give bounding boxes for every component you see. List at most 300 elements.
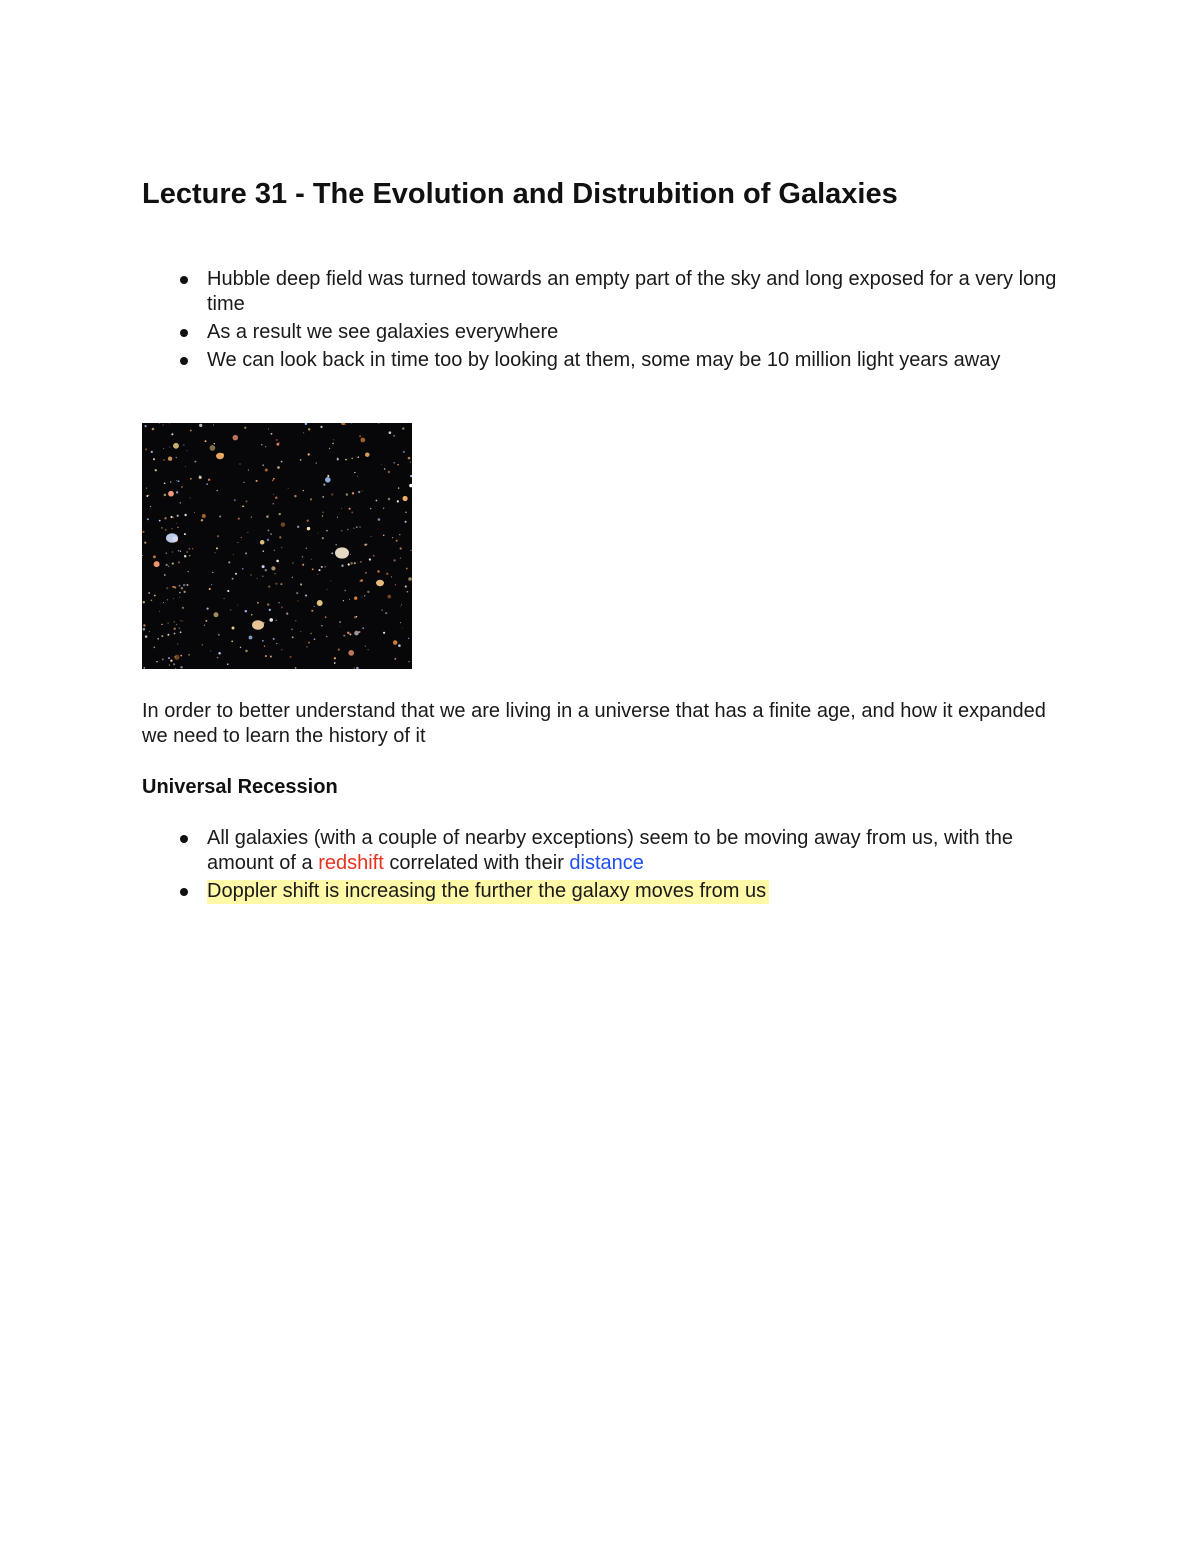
galaxy-dot (248, 470, 249, 471)
galaxy-dot (243, 482, 244, 483)
galaxy-dot (398, 644, 401, 647)
galaxy-dot (161, 635, 163, 637)
galaxy-dot (265, 446, 266, 447)
galaxy-dot (327, 475, 329, 477)
galaxy-dot (159, 520, 161, 522)
galaxy-dot (143, 601, 145, 603)
redshift-term: redshift (318, 852, 384, 874)
galaxy-dot (214, 443, 216, 445)
galaxy-dot (360, 561, 362, 563)
galaxy-dot (224, 598, 225, 599)
galaxy-dot (168, 566, 170, 568)
galaxy-dot (281, 606, 283, 608)
galaxy-dot (354, 631, 359, 636)
galaxy-dot (164, 574, 166, 576)
galaxy-dot (402, 628, 403, 629)
hubble-deep-field-image (142, 423, 412, 669)
galaxy-dot (276, 643, 277, 644)
galaxy-dot (245, 500, 247, 502)
galaxy-dot (343, 600, 344, 601)
galaxy-dot (218, 634, 220, 636)
bullet-icon (180, 276, 188, 284)
galaxy-dot (345, 424, 346, 425)
galaxy-dot (331, 552, 333, 554)
galaxy-dot (341, 530, 343, 532)
galaxy-dot (273, 494, 274, 495)
galaxy-dot (194, 461, 196, 463)
galaxy-dot (153, 555, 156, 558)
galaxy-dot (245, 552, 247, 554)
galaxy-dot (168, 491, 174, 497)
galaxy-dot (281, 522, 285, 526)
galaxy-dot (385, 612, 387, 614)
galaxy-dot (185, 466, 186, 467)
galaxy-dot (173, 517, 174, 518)
galaxy-dot (383, 632, 385, 634)
galaxy-dot (249, 636, 253, 640)
galaxy-dot (326, 636, 327, 637)
galaxy-dot (403, 496, 408, 501)
galaxy-dot (344, 590, 346, 592)
galaxy-dot (365, 572, 367, 574)
galaxy-dot (325, 616, 327, 618)
galaxy-dot (169, 447, 170, 448)
galaxy-dot (143, 624, 145, 626)
galaxy-dot (276, 439, 278, 441)
galaxy-dot (370, 508, 372, 510)
list-item-text: As a result we see galaxies everywhere (207, 321, 559, 343)
galaxy-dot (148, 592, 150, 594)
galaxy-dot (167, 634, 169, 636)
galaxy-dot (333, 439, 334, 440)
galaxy-dot (347, 529, 348, 530)
galaxy-dot (407, 591, 409, 593)
galaxy-dot (265, 468, 268, 471)
galaxy-dot (202, 514, 206, 518)
galaxy-dot (273, 638, 275, 640)
galaxy-dot (232, 627, 235, 630)
bullet-icon (180, 357, 188, 365)
galaxy-dot (312, 568, 314, 570)
text-run: All galaxies (with a couple of nearby exceptions) seem to be moving away from us, with the amount of a (207, 827, 1013, 874)
galaxy-dot (184, 533, 186, 535)
galaxy-dot (143, 667, 145, 669)
galaxy-dot (349, 599, 350, 600)
list-item (142, 348, 1062, 373)
galaxy-dot (247, 532, 248, 533)
galaxy-dot (271, 433, 273, 435)
galaxy-dot (262, 575, 264, 577)
galaxy-dot (266, 515, 269, 518)
galaxy-dot (209, 588, 211, 590)
galaxy-dot (235, 573, 237, 575)
galaxy-blob (335, 547, 349, 558)
galaxy-dot (179, 502, 181, 504)
galaxy-dot (165, 529, 167, 531)
galaxy-dot (179, 592, 181, 594)
galaxy-dot (174, 586, 176, 588)
galaxy-dot (290, 656, 292, 658)
galaxy-dot (210, 445, 216, 451)
galaxy-dot (227, 590, 229, 592)
galaxy-dot (187, 450, 188, 451)
galaxy-blob (216, 453, 224, 459)
galaxy-dot (159, 611, 160, 612)
galaxy-dot (205, 620, 207, 622)
galaxy-dot (326, 530, 327, 531)
galaxy-dot (348, 650, 354, 656)
intro-bullet-list (142, 267, 1062, 376)
galaxy-dot (317, 600, 323, 606)
galaxy-dot (227, 663, 229, 665)
galaxy-dot (376, 500, 378, 502)
galaxy-dot (297, 526, 299, 528)
galaxy-dot (214, 552, 215, 553)
body-paragraph: In order to better understand that we are living in a universe that has a finite age, and how it expanded we need to learn the history of it (142, 700, 1046, 747)
galaxy-dot (331, 493, 333, 495)
galaxy-dot (262, 550, 264, 552)
galaxy-dot (354, 472, 355, 473)
galaxy-dot (276, 560, 279, 563)
galaxy-dot (361, 596, 362, 597)
galaxy-dot (151, 599, 153, 601)
galaxy-dot (281, 547, 282, 548)
galaxy-dot (260, 540, 265, 545)
galaxy-dot (354, 562, 356, 564)
galaxy-dot (181, 587, 183, 589)
galaxy-dot (356, 526, 358, 528)
galaxy-dot (349, 633, 351, 635)
galaxy-dot (179, 627, 180, 628)
galaxy-dot (201, 519, 203, 521)
highlighted-text: Doppler shift is increasing the further the galaxy moves from us (207, 880, 769, 904)
galaxy-dot (183, 584, 186, 587)
galaxy-dot (402, 427, 404, 429)
galaxy-dot (186, 551, 188, 553)
list-item (142, 267, 1062, 317)
galaxy-dot (400, 558, 401, 559)
galaxy-dot (295, 667, 297, 669)
galaxy-dot (177, 643, 178, 644)
galaxy-dot (171, 433, 173, 435)
galaxy-dot (281, 461, 283, 463)
galaxy-dot (275, 497, 278, 500)
galaxy-dot (216, 490, 218, 492)
galaxy-dot (161, 624, 162, 625)
galaxy-dot (242, 505, 244, 507)
galaxy-dot (182, 621, 183, 622)
galaxy-dot (302, 556, 303, 557)
galaxy-dot (292, 577, 293, 578)
list-item (142, 320, 1062, 345)
galaxy-dot (396, 540, 398, 542)
galaxy-dot (322, 537, 324, 539)
galaxy-dot (371, 536, 372, 537)
galaxy-dot (300, 583, 302, 585)
galaxy-dot (232, 578, 234, 580)
galaxy-dot (267, 539, 269, 541)
galaxy-dot (268, 515, 269, 516)
galaxy-dot (175, 668, 176, 669)
galaxy-dot (335, 544, 337, 546)
galaxy-dot (279, 442, 280, 443)
galaxy-dot (233, 554, 234, 555)
galaxy-dot (152, 428, 155, 431)
galaxy-dot (238, 518, 240, 520)
galaxy-dot (180, 655, 182, 657)
galaxy-dot (268, 585, 270, 587)
galaxy-dot (322, 496, 324, 498)
galaxy-dot (330, 580, 331, 581)
galaxy-dot (343, 635, 345, 637)
galaxy-dot (334, 657, 336, 659)
galaxy-dot (351, 511, 353, 513)
galaxy-dot (348, 563, 350, 565)
galaxy-dot (205, 440, 207, 442)
galaxy-dot (334, 662, 336, 664)
galaxy-dot (145, 448, 147, 450)
galaxy-dot (240, 647, 241, 648)
galaxy-dot (199, 475, 201, 477)
galaxy-blob (376, 580, 384, 586)
galaxy-dot (347, 632, 349, 634)
recession-bullet-list (142, 826, 1062, 907)
galaxy-dot (305, 595, 307, 597)
galaxy-dot (190, 430, 192, 432)
galaxy-dot (352, 492, 354, 494)
galaxy-dot (178, 480, 180, 482)
galaxy-dot (405, 585, 407, 587)
bullet-icon (180, 835, 188, 843)
galaxy-dot (327, 589, 328, 590)
galaxy-dot (178, 550, 179, 551)
page-title: Lecture 31 - The Evolution and Distrubition of Galaxies (142, 178, 898, 210)
text-run: correlated with their (383, 852, 570, 874)
galaxy-dot (192, 548, 193, 549)
galaxy-dot (163, 424, 164, 425)
galaxy-dot (250, 574, 252, 576)
galaxy-dot (177, 515, 179, 517)
galaxy-dot (177, 527, 178, 528)
galaxy-dot (179, 585, 181, 587)
galaxy-dot (408, 577, 412, 581)
galaxy-dot (265, 655, 267, 657)
galaxy-dot (169, 423, 170, 424)
galaxy-dot (261, 444, 262, 445)
galaxy-dot (155, 469, 157, 471)
galaxy-dot (262, 464, 264, 466)
galaxy-dot (340, 626, 341, 627)
galaxy-dot (145, 425, 147, 427)
section-heading: Universal Recession (142, 776, 338, 798)
galaxy-dot (322, 512, 323, 513)
galaxy-dot (408, 457, 411, 460)
galaxy-dot (176, 523, 177, 524)
galaxy-dot (162, 658, 164, 660)
galaxy-dot (294, 495, 296, 497)
galaxy-dot (170, 516, 172, 518)
galaxy-dot (231, 640, 233, 642)
galaxy-dot (388, 498, 391, 501)
galaxy-dot (307, 520, 309, 522)
galaxy-dot (267, 603, 269, 605)
galaxy-dot (359, 435, 361, 437)
galaxy-dot (292, 562, 293, 563)
galaxy-dot (168, 657, 170, 659)
galaxy-dot (339, 621, 340, 622)
galaxy-dot (286, 612, 288, 614)
galaxy-dot (307, 527, 310, 530)
galaxy-dot (308, 428, 310, 430)
galaxy-dot (262, 640, 264, 642)
galaxy-dot (183, 445, 184, 446)
galaxy-dot (322, 515, 323, 516)
galaxy-dot (176, 457, 178, 459)
galaxy-dot (151, 451, 153, 453)
galaxy-dot (173, 598, 174, 599)
galaxy-dot (364, 595, 365, 596)
bullet-icon (180, 329, 188, 337)
galaxy-dot (341, 565, 343, 567)
galaxy-dot (171, 528, 172, 529)
galaxy-dot (269, 618, 273, 622)
list-item (142, 826, 1062, 876)
galaxy-dot (397, 464, 398, 465)
galaxy-dot (163, 459, 165, 461)
galaxy-dot (277, 466, 280, 469)
galaxy-dot (144, 542, 146, 544)
galaxy-dot (337, 517, 338, 518)
galaxy-dot (308, 642, 310, 644)
galaxy-dot (189, 548, 191, 550)
galaxy-dot (179, 597, 180, 598)
galaxy-dot (170, 481, 172, 483)
galaxy-dot (211, 584, 212, 585)
galaxy-dot (302, 564, 304, 566)
galaxy-dot (332, 443, 333, 444)
galaxy-dot (392, 537, 393, 538)
galaxy-dot (216, 547, 218, 549)
galaxy-dot (273, 478, 275, 480)
galaxy-dot (180, 631, 182, 633)
galaxy-dot (270, 533, 272, 535)
galaxy-dot (288, 488, 289, 489)
list-item (142, 879, 1062, 904)
galaxy-dot (400, 606, 401, 607)
galaxy-dot (153, 458, 155, 460)
galaxy-dot (393, 462, 395, 464)
galaxy-dot (156, 661, 157, 662)
galaxy-dot (280, 583, 282, 585)
galaxy-dot (310, 498, 312, 500)
galaxy-dot (358, 491, 360, 493)
galaxy-dot (349, 508, 351, 510)
galaxy-dot (303, 432, 304, 433)
galaxy-dot (207, 608, 209, 610)
galaxy-dot (400, 547, 402, 549)
galaxy-dot (394, 658, 396, 660)
galaxy-dot (174, 621, 175, 622)
galaxy-dot (208, 479, 210, 481)
galaxy-dot (217, 657, 219, 659)
galaxy-dot (218, 652, 221, 655)
galaxy-dot (257, 578, 258, 579)
galaxy-dot (174, 656, 176, 658)
galaxy-dot (178, 561, 180, 563)
galaxy-dot (405, 512, 406, 513)
galaxy-dot (172, 586, 174, 588)
galaxy-dot (388, 471, 390, 473)
galaxy-dot (358, 456, 360, 458)
galaxy-dot (401, 604, 402, 605)
galaxy-dot (212, 572, 213, 573)
galaxy-dot (324, 566, 326, 568)
galaxy-dot (384, 468, 386, 470)
galaxy-dot (194, 512, 195, 513)
galaxy-dot (362, 627, 364, 629)
galaxy-dot (214, 612, 219, 617)
galaxy-dot (168, 457, 172, 461)
galaxy-dot (350, 554, 351, 555)
galaxy-dot (318, 569, 320, 571)
galaxy-dot (244, 427, 246, 429)
galaxy-dot (320, 426, 322, 428)
galaxy-dot (356, 616, 358, 618)
galaxy-dot (165, 564, 167, 566)
galaxy-blob (252, 620, 264, 630)
galaxy-dot (189, 555, 190, 556)
galaxy-dot (176, 491, 178, 493)
galaxy-dot (172, 551, 173, 552)
galaxy-dot (217, 535, 219, 537)
galaxy-dot (373, 555, 375, 557)
galaxy-dot (181, 486, 183, 488)
galaxy-dot (296, 592, 298, 594)
galaxy-dot (308, 453, 310, 455)
galaxy-dot (142, 531, 144, 533)
galaxy-dot (346, 493, 349, 496)
galaxy-dot (353, 528, 354, 529)
galaxy-dot (398, 487, 399, 488)
galaxy-dot (146, 495, 148, 497)
galaxy-dot (365, 452, 370, 457)
galaxy-dot (345, 459, 347, 461)
galaxy-dot (241, 537, 242, 538)
galaxy-dot (174, 633, 176, 635)
galaxy-dot (395, 584, 396, 585)
galaxy-dot (268, 429, 269, 430)
galaxy-dot (269, 609, 271, 611)
galaxy-dot (357, 476, 358, 477)
galaxy-dot (411, 550, 412, 551)
galaxy-dot (180, 550, 181, 551)
galaxy-dot (170, 660, 172, 662)
galaxy-dot (317, 574, 318, 575)
galaxy-dot (378, 518, 381, 521)
galaxy-dot (362, 490, 363, 491)
galaxy-dot (271, 566, 275, 570)
galaxy-dot (234, 499, 236, 501)
galaxy-dot (147, 518, 149, 520)
list-item-text (207, 827, 1013, 874)
galaxy-dot (163, 448, 164, 449)
galaxy-dot (386, 573, 388, 575)
galaxy-dot (307, 646, 308, 647)
galaxy-dot (383, 534, 385, 536)
galaxy-dot (219, 515, 221, 517)
galaxy-dot (316, 462, 317, 463)
galaxy-dot (163, 602, 164, 603)
